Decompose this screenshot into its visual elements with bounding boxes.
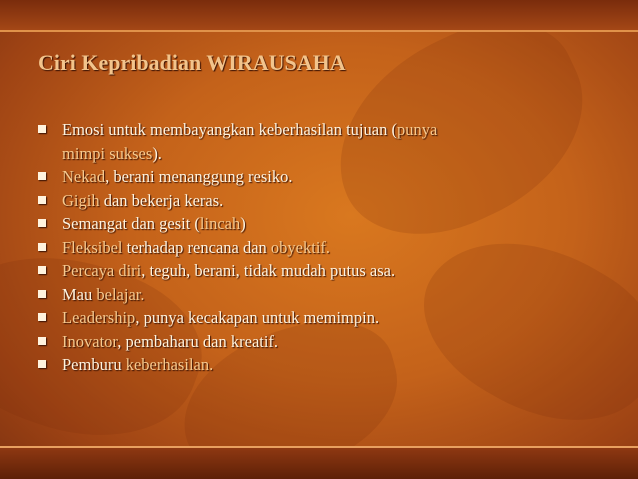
bullet-icon (38, 219, 46, 227)
list-item: Fleksibel terhadap rencana dan obyektif. (38, 236, 628, 260)
bullet-icon (38, 313, 46, 321)
bullet-icon (38, 243, 46, 251)
bullet-icon (38, 196, 46, 204)
bullet-icon (38, 125, 46, 133)
list-item: Nekad, berani menanggung resiko. (38, 165, 628, 189)
list-item: Gigih dan bekerja keras. (38, 189, 628, 213)
list-item: Emosi untuk membayangkan keberhasilan tujuan (punya mimpi sukses). (38, 118, 628, 165)
bottom-band (0, 448, 638, 479)
bullet-icon (38, 360, 46, 368)
list-item: Mau belajar. (38, 283, 628, 307)
bullet-icon (38, 290, 46, 298)
bullet-icon (38, 266, 46, 274)
list-item: Percaya diri, teguh, berani, tidak mudah putus asa. (38, 259, 628, 283)
bullet-list (38, 118, 628, 377)
list-item: Leadership, punya kecakapan untuk memimpin. (38, 306, 628, 330)
bullet-icon (38, 172, 46, 180)
list-item: Inovator, pembaharu dan kreatif. (38, 330, 628, 354)
top-band (0, 0, 638, 30)
list-item: Pemburu keberhasilan. (38, 353, 628, 377)
list-item: Semangat dan gesit (lincah) (38, 212, 628, 236)
slide-title: Ciri Kepribadian WIRAUSAHA (38, 50, 346, 75)
top-divider (0, 30, 638, 32)
bullet-icon (38, 337, 46, 345)
